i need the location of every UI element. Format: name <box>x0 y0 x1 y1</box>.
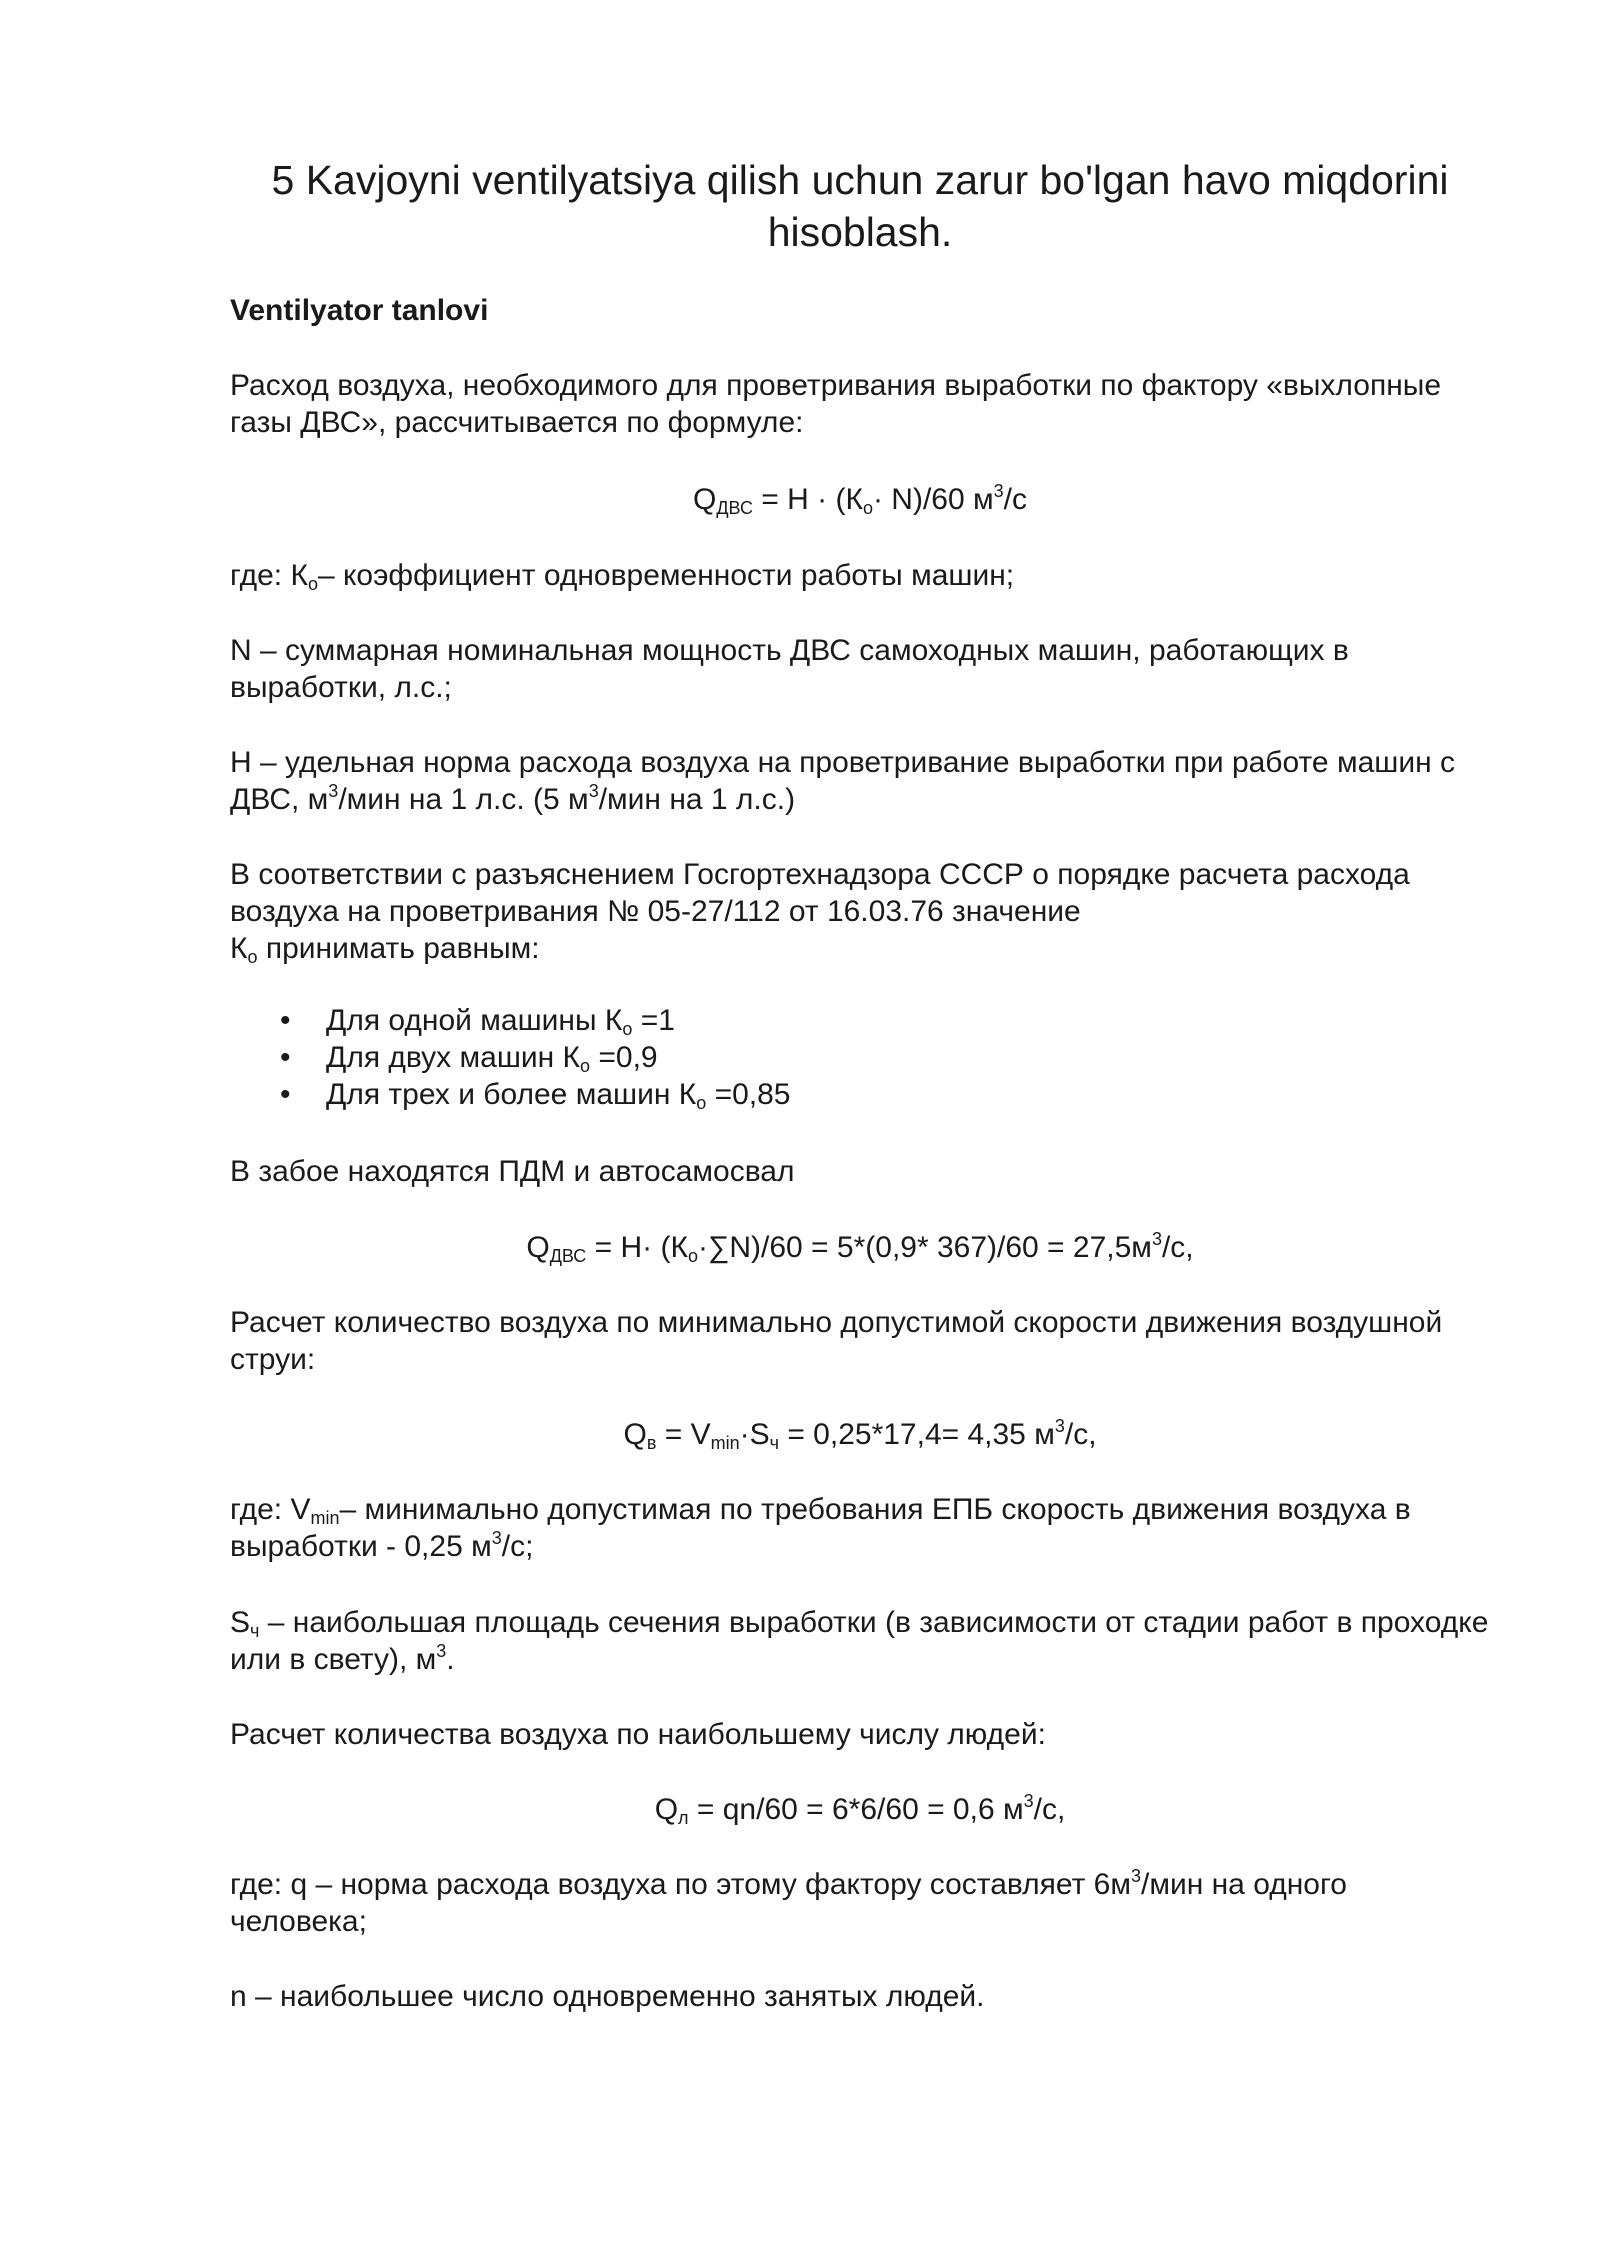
zaboy-paragraph: В забое находятся ПДМ и автосамосвал <box>230 1155 795 1188</box>
bullet-icon: • <box>280 1004 291 1037</box>
q-definition: где: q – норма расхода воздуха по этому фактору составляет $6м^3$/мин на одного человека; <box>230 1866 1347 1938</box>
formula-q-dvs: $Q_{ДВС} = Н \cdot (К_о\cdot N)/60$ $м^3/с$ <box>693 481 1027 518</box>
list-item: • Для двух машин $К_о =0,9$ <box>280 1041 658 1076</box>
gost-paragraph: В соответствии с разъяснением Госгортехнадзора СССР о порядке расчета расхода воздуха на проветривания № 05-27/112 от 16.03.76 значение $К_о$ принимать равным: <box>230 858 1410 967</box>
people-paragraph: Расчет количества воздуха по наибольшему числу людей: <box>230 1718 1046 1751</box>
ko-values-list <box>230 1002 1490 1113</box>
formula-q-l: $Q_л = qn/60 = 6*6/60 = 0,6$ $м^3/с$, <box>654 1791 1066 1828</box>
speed-paragraph: Расчет количество воздуха по минимально допустимой скорости движения воздушной струи: <box>230 1306 1443 1376</box>
n-max-definition: n – наибольшее число одновременно занятых людей. <box>230 1980 985 2013</box>
formula-q-dvs-calc: $Q_{ДВС} = Н\cdot (К_о\cdot\sum N)/60 = 5*(0,9*$ $367)/60 = 27,5м^3/с$, <box>526 1229 1194 1266</box>
h-definition: Н – удельная норма расхода воздуха на проветривание выработки при работе машин с ДВС, $м^3$/мин на 1 л.с. (5 $м^3$/мин на 1 л.с.) <box>230 746 1455 816</box>
vmin-definition: где: $V_{min}-$ минимально допустимая по требования ЕПБ скорость движения воздуха в выработки - 0,25 $м^3/с$; <box>230 1493 1411 1563</box>
n-definition: N – суммарная номинальная мощность ДВС самоходных машин, работающих в выработки, л.с.; <box>230 634 1349 704</box>
page-title: 5 Kavjoyni ventilyatsiya qilish uchun zarur bo'lgan havo miqdorini hisoblash. <box>271 157 1449 255</box>
sch-definition: $S_ч$ – наибольшая площадь сечения выработки (в зависимости от стадии работ в проходке или в свету), $м^3$. <box>230 1606 1489 1676</box>
section-heading: Ventilyator tanlovi <box>230 294 489 327</box>
bullet-icon: • <box>280 1041 291 1074</box>
formula-q-v: $Q_в = V_{min}\cdot S_ч = 0,25*17,4= 4,35$ $м^3/с$, <box>623 1416 1097 1453</box>
intro-paragraph: Расход воздуха, необходимого для проветривания выработки по фактору «выхлопные газы ДВС», рассчитывается по формуле: <box>230 369 1442 439</box>
ko-definition: где: $К_о-$ коэффициент одновременности работы машин; <box>230 559 1015 594</box>
bullet-icon: • <box>280 1078 291 1111</box>
list-item: • Для одной машины $К_о =1$ <box>280 1004 675 1039</box>
list-item: • Для трех и более машин $К_о =0,85$ <box>280 1078 791 1113</box>
